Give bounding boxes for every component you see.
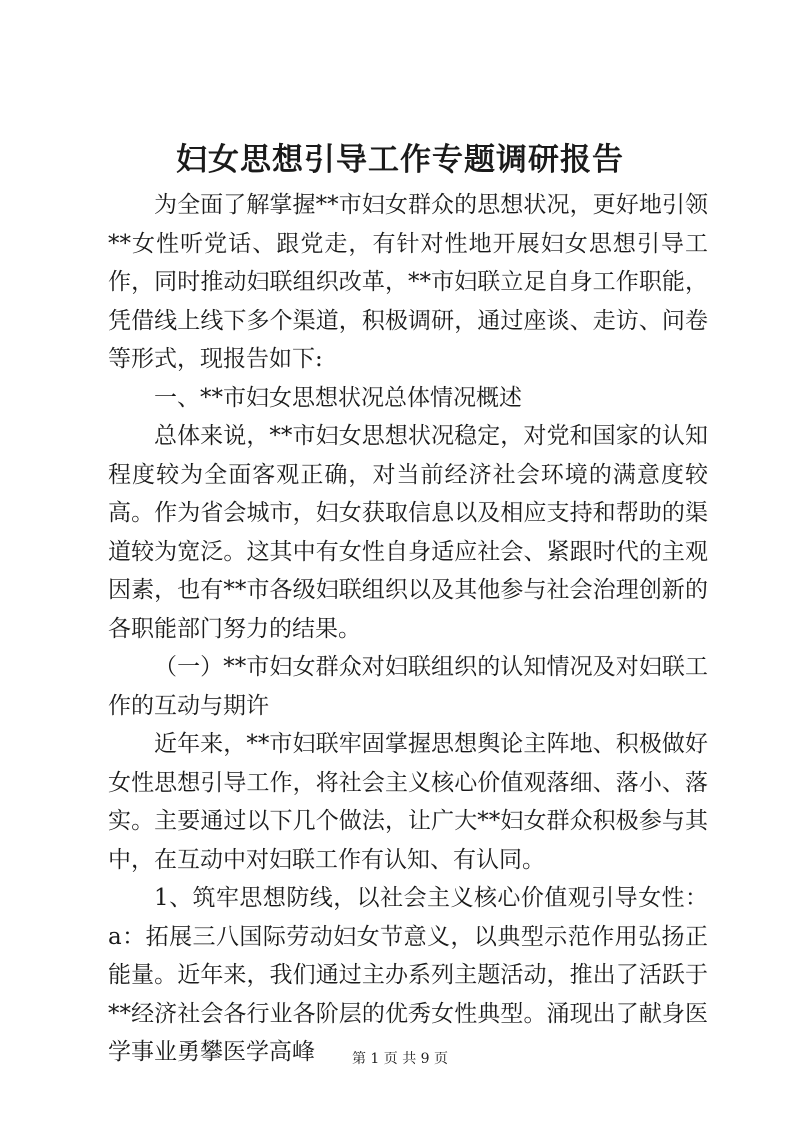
- page-footer: 第 1 页 共 9 页: [351, 1051, 449, 1067]
- section-heading-overview: 一、**市妇女思想状况总体情况概述: [154, 384, 522, 411]
- paragraph-item-1: 1、筑牢思想防线，以社会主义核心价值观引导女性：a：拓展三八国际劳动妇女节意义，以典型示范作用弘扬正能量。近年来，我们通过主办系列主题活动，推出了活跃于**经济社会各行业各阶层的优秀女性典型。涌现出了献身医学事业勇攀医学高峰: [108, 885, 708, 1065]
- subsection-heading-awareness: （一）**市妇女群众对妇联组织的认知情况及对妇联工作的互动与期许: [108, 654, 708, 719]
- paragraph-recent-years: 近年来，**市妇联牢固掌握思想舆论主阵地、积极做好女性思想引导工作，将社会主义核心价值观落细、落小、落实。主要通过以下几个做法，让广大**妇女群众积极参与其中，在互动中对妇联工作有认知、有认同。: [108, 731, 708, 873]
- document-body: [108, 186, 708, 1072]
- paragraph-intro: 为全面了解掌握**市妇女群众的思想状况，更好地引领**女性听党话、跟党走，有针对性地开展妇女思想引导工作，同时推动妇联组织改革，**市妇联立足自身工作职能，凭借线上线下多个渠道，积极调研，通过座谈、走访、问卷等形式，现报告如下:: [108, 192, 708, 372]
- document-title: 妇女思想引导工作专题调研报告: [176, 142, 624, 178]
- paragraph-overview: 总体来说，**市妇女思想状况稳定，对党和国家的认知程度较为全面客观正确，对当前经济社会环境的满意度较高。作为省会城市，妇女获取信息以及相应支持和帮助的渠道较为宽泛。这其中有女性自身适应社会、紧跟时代的主观因素，也有**市各级妇联组织以及其他参与社会治理创新的各职能部门努力的结果。: [108, 423, 708, 642]
